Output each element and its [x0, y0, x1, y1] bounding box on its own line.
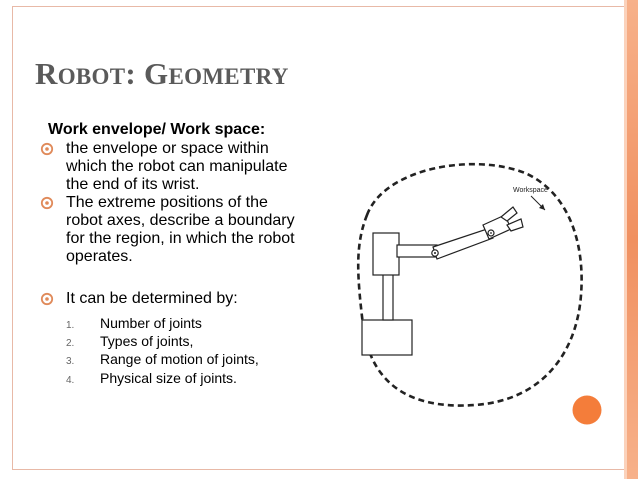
bullet-text	[66, 140, 330, 194]
item-text: Range of motion of joints,	[100, 351, 259, 367]
bullet-item	[40, 290, 330, 308]
item-text: Types of joints,	[100, 333, 194, 349]
item-number: 1.	[66, 320, 75, 331]
bullet-line: which the robot can manipulate	[66, 158, 288, 175]
bullet-line: It can be determined by:	[66, 290, 238, 307]
bullet-line: the envelope or space within	[66, 140, 269, 157]
item-text: Number of joints	[100, 315, 202, 331]
title-separator: :	[125, 56, 145, 91]
numbered-item	[66, 351, 259, 370]
numbered-item	[66, 315, 202, 334]
item-text: Physical size of joints.	[100, 370, 237, 386]
bullet-line: for the region, in which the robot	[66, 230, 295, 247]
robot-workspace-diagram	[345, 155, 595, 410]
numbered-item	[66, 370, 237, 389]
item-number: 3.	[66, 356, 75, 367]
item-number: 4.	[66, 375, 75, 386]
slide-title	[35, 56, 289, 92]
title-first-rest: OBOT	[57, 64, 126, 89]
bullet-line: the end of its wrist.	[66, 176, 200, 193]
title-second-rest: EOMETRY	[168, 64, 289, 89]
workspace-label: Workspace	[513, 187, 548, 194]
title-second-cap: G	[144, 56, 169, 91]
accent-stripe	[624, 0, 638, 479]
bullet-item	[40, 140, 330, 194]
ring-bullet-icon	[40, 196, 54, 210]
item-number: 2.	[66, 338, 75, 349]
robot-forearm	[433, 228, 493, 259]
decorative-circle	[572, 395, 602, 425]
bullet-line: robot axes, describe a boundary	[66, 212, 295, 229]
ring-bullet-icon	[40, 292, 54, 306]
bullet-text	[66, 194, 330, 266]
subheading: Work envelope/ Work space:	[48, 121, 266, 138]
robot-base	[362, 320, 412, 355]
robot-shoulder	[373, 233, 399, 275]
gripper	[501, 207, 517, 221]
numbered-item	[66, 333, 193, 352]
bullet-item	[40, 194, 330, 266]
bullet-line: operates.	[66, 248, 133, 265]
bullet-text	[66, 290, 330, 308]
robot-upper-arm	[397, 245, 437, 257]
ring-bullet-icon	[40, 142, 54, 156]
bullet-line: The extreme positions of the	[66, 194, 268, 211]
title-first-cap: R	[35, 56, 58, 91]
